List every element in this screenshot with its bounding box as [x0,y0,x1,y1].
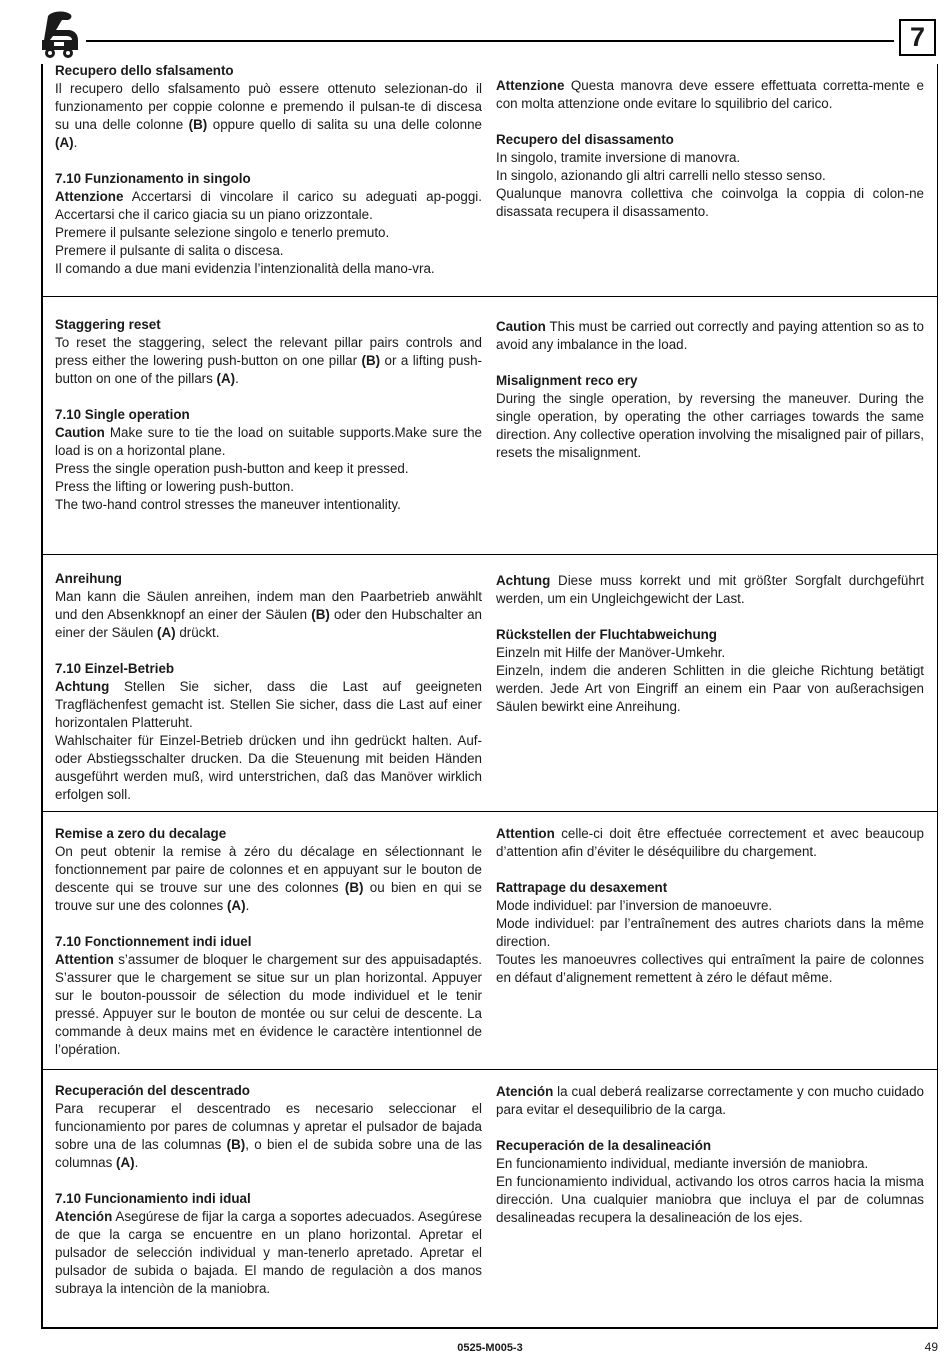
paragraph-single-caution: Attenzione Accertarsi di vincolare il carico su adeguati ap-poggi. Accertarsi che il carico giacia su un piano orizzontale. [55,189,482,222]
paragraph-misalignment-2: En funcionamiento individual, activando los otros carros hacia la misma dirección. Una cualquier maniobra que incluya el par de columnas desalineadas recupera la desalineación de los ejes. [496,1174,924,1225]
paragraph-misalignment-2: Einzeln, indem die anderen Schlitten in die gleiche Richtung betätigt werden. Jede Art von Eingriff an einem ein Paar von außerachsigen Säulen bewirkt eine Anreihung. [496,663,924,714]
section-spanish [42,1069,937,1327]
heading-offset-recovery: Recuperación del descentrado [55,1083,250,1098]
paragraph-single-caution: Caution Make sure to tie the load on suitable supports.Make sure the load is on a horizontal plane. [55,425,482,458]
heading-single-operation: 7.10 Funcionamiento indi idual [55,1191,251,1206]
manufacturer-logo-icon [38,10,82,60]
paragraph-single-caution: Attention s’assumer de bloquer le chargement sur des appuisadaptés. S’assurer que le chargement se situe sur un plan horizontal. Appuyer sur le bouton-poussoir de sélection du mode individuel et le tenir pressé. Appuyer sur le bouton de montée ou sur celui de descente. La commande à deux mains met en évidence le caractère intentionnel de l’opération. [55,952,482,1057]
paragraph-caution: Attenzione Questa manovra deve essere effettuata corretta-mente e con molta attenzione onde evitare lo squilibrio del carico. [496,78,924,111]
heading-single-operation: 7.10 Einzel-Betrieb [55,661,175,676]
paragraph-misalignment-1: During the single operation, by reversing the maneuver. During the single operation, by operating the other carriages towards the same direction. Any collective operation involving the misaligned pair of pillars, resets the misalignment. [496,391,924,460]
paragraph-misalignment-3: Toutes les manoeuvres collectives qui entraîment la paire de colonnes en défaut d’alignement remettent à zéro le défaut même. [496,952,924,985]
header-rule [86,40,894,42]
section-english-left-column [55,316,482,514]
section-french-right-column [496,825,924,987]
paragraph-single-steps: Wahlschaiter für Einzel-Betrieb drücken und ihn gedrückt halten. Auf- oder Abstiegsschalter drucken. Da die Steuenung mit beiden Händen ausgeführt werden muß, wird unterstrichen, daß das Manöver wirklich erfolgen soll. [55,733,482,802]
paragraph-misalignment-1: In singolo, tramite inversione di manovra. [496,150,741,165]
paragraph-offset-recovery: Il recupero dello sfalsamento può essere ottenuto selezionan-do il funzionamento per coppie colonne e premendo il pulsan-te di discesa su una delle colonne (B) oppure quello di salita su una delle colonne (A). [55,81,482,150]
frame-bottom-border [41,1327,938,1329]
section-spanish-left-column [55,1082,482,1298]
heading-misalignment-recovery: Misalignment reco ery [496,373,638,388]
paragraph-misalignment-2: In singolo, azionando gli altri carrelli nello stesso senso. [496,168,826,183]
section-german-right-column [496,572,924,716]
paragraph-misalignment-3: Qualunque manovra collettiva che coinvolga la coppia di colon-ne disassata recupera il disassamento. [496,186,924,219]
paragraph-caution: Attention celle-ci doit être effectuée correctement et avec beaucoup d’attention afin d’éviter le déséquilibre du chargement. [496,826,924,859]
paragraph-single-step-3: The two-hand control stresses the maneuver intentionality. [55,497,401,512]
section-english [42,296,937,554]
section-german [42,554,937,811]
section-french-left-column [55,825,482,1059]
paragraph-misalignment-2: Mode individuel: par l’entraînement des autres chariots dans la même direction. [496,916,924,949]
page-number: 49 [924,1340,938,1354]
document-code: 0525-M005-3 [457,1342,523,1354]
section-german-left-column [55,570,482,804]
paragraph-offset-recovery: On peut obtenir la remise à zéro du décalage en sélectionnant le fonctionnement par paire de colonnes et en appuyant sur le bouton de descente qui se trouve sur une des colonnes (B) ou bien en qui se trouve sur une des colonnes (A). [55,844,482,913]
heading-single-operation: 7.10 Single operation [55,407,190,422]
paragraph-offset-recovery: To reset the staggering, select the relevant pillar pairs controls and press either the lowering push-button on one pillar (B) or a lifting push-button on one of the pillars (A). [55,335,482,386]
paragraph-misalignment-1: Mode individuel: par l’inversion de manoeuvre. [496,898,773,913]
heading-single-operation: 7.10 Fonctionnement indi iduel [55,934,252,949]
paragraph-single-step-1: Press the single operation push-button and keep it pressed. [55,461,409,476]
section-french [42,811,937,1069]
paragraph-misalignment-1: Einzeln mit Hilfe der Manöver-Umkehr. [496,645,726,660]
section-italian-left-column [55,62,482,278]
heading-offset-recovery: Remise a zero du decalage [55,826,227,841]
paragraph-single-step-2: Premere il pulsante di salita o discesa. [55,243,284,258]
paragraph-caution: Achtung Diese muss korrekt und mit größter Sorgfalt durchgeführt werden, um ein Ungleichgewicht der Last. [496,573,924,606]
paragraph-single-caution: Atención Asegúrese de fijar la carga a soportes adecuados. Asegúrese de que la carga se encuentre en un plano horizontal. Apretar el pulsador de selección individual y man-tenerlo apretado. Apretar el pulsador de subida o bajada. El mando de regulaciòn a dos manos subraya la intenciòn de la maniobra. [55,1209,482,1296]
paragraph-single-step-1: Premere il pulsante selezione singolo e tenerlo premuto. [55,225,390,240]
paragraph-caution: Atención la cual deberá realizarse correctamente y con mucho cuidado para evitar el desequilibrio de la carga. [496,1084,924,1117]
paragraph-misalignment-1: En funcionamiento individual, mediante inversión de maniobra. [496,1156,869,1171]
paragraph-offset-recovery: Man kann die Säulen anreihen, indem man den Paarbetrieb anwählt und den Absenkknopf an einer der Säulen (B) oder den Hubschalter an einer der Säulen (A) drückt. [55,589,482,640]
heading-single-operation: 7.10 Funzionamento in singolo [55,171,251,186]
frame-right-border [937,64,938,1329]
heading-offset-recovery: Recupero dello sfalsamento [55,63,234,78]
heading-misalignment-recovery: Recupero del disassamento [496,132,674,147]
heading-offset-recovery: Anreihung [55,571,122,586]
paragraph-caution: Caution This must be carried out correctly and paying attention so as to avoid any imbalance in the load. [496,319,924,352]
section-english-right-column [496,318,924,462]
paragraph-single-caution: Achtung Stellen Sie sicher, dass die Last auf geeigneten Tragflächenfest gemacht ist. Stellen Sie sicher, dass die Last auf einer horizontalen Platteruht. [55,679,482,730]
paragraph-offset-recovery: Para recuperar el descentrado es necesario seleccionar el funcionamiento por pares de columnas y apretar el pulsador de bajada sobre una de las columnas (B), o bien el de subida sobre una de las columnas (A). [55,1101,483,1170]
section-spanish-right-column [496,1083,924,1227]
section-italian [42,62,937,296]
heading-offset-recovery: Staggering reset [55,317,161,332]
paragraph-single-step-2: Press the lifting or lowering push-button. [55,479,294,494]
heading-misalignment-recovery: Rückstellen der Fluchtabweichung [496,627,717,642]
paragraph-single-step-3: Il comando a due mani evidenzia l’intenzionalità della mano-vra. [55,261,435,276]
heading-misalignment-recovery: Rattrapage du desaxement [496,880,668,895]
section-italian-right-column [496,77,924,221]
chapter-number: 7 [899,19,936,56]
heading-misalignment-recovery: Recuperación de la desalineación [496,1138,712,1153]
